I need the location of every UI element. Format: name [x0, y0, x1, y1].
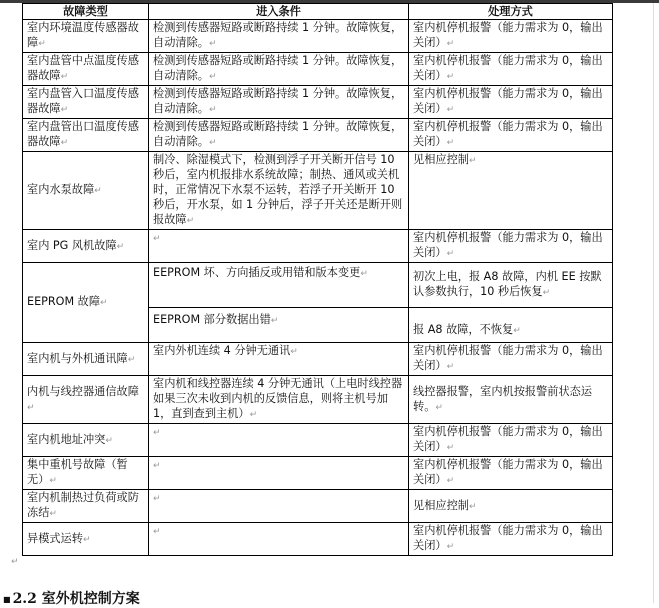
heading-bullet: ■ [3, 594, 11, 604]
table-row [23, 376, 613, 424]
cell-fault-type: 室内盘管出口温度传感器故障↵ [23, 119, 149, 152]
table-row [23, 490, 613, 523]
table-row [23, 53, 613, 86]
heading-text: 室外机控制方案 [41, 591, 140, 607]
table-row [23, 457, 613, 490]
cell-handling: 初次上电，报 A8 故障，内机 EE 按默认参数执行，10 秒后恢复↵ [409, 263, 613, 308]
table-header-row [23, 4, 613, 20]
cell-handling: 室内机停机报警（能力需求为 0，输出关闭）↵ [409, 343, 613, 376]
cell-condition: EEPROM 坏、方向插反或用错和版本变更↵ [149, 263, 409, 308]
cell-condition: 检测到传感器短路或断路持续 1 分钟。故障恢复，自动清除。↵ [149, 20, 409, 53]
table-row [23, 343, 613, 376]
cell-condition: 制冷、除湿模式下，检测到浮子开关断开信号 10 秒后，室内机报排水系统故障；制热、通风或关机时，正常情况下水泵不运转，若浮子开关断开 10 秒后，开水泵，如 1 分钟后，浮子开关还是断开则报故障↵ [149, 152, 409, 230]
cell-fault-type: 内机与线控器通信故障↵ [23, 376, 149, 424]
header-handling: 处理方式 [409, 4, 613, 20]
cell-fault-type: 室内 PG 风机故障↵ [23, 230, 149, 263]
cell-handling: 室内机停机报警（能力需求为 0，输出关闭）↵ [409, 424, 613, 457]
cell-fault-type: 室内水泵故障↵ [23, 152, 149, 230]
cell-handling: 室内机停机报警（能力需求为 0，输出关闭）↵ [409, 53, 613, 86]
header-entry-condition: 进入条件 [149, 4, 409, 20]
cell-handling: 室内机停机报警（能力需求为 0，输出关闭）↵ [409, 119, 613, 152]
cell-fault-type: 室内盘管入口温度传感器故障↵ [23, 86, 149, 119]
cell-fault-type: 室内盘管中点温度传感器故障↵ [23, 53, 149, 86]
table-row [23, 523, 613, 556]
table-row [23, 424, 613, 457]
table-row [23, 152, 613, 230]
cell-fault-type: 室内机与外机通讯障↵ [23, 343, 149, 376]
table-row [23, 119, 613, 152]
cell-condition: EEPROM 部分数据出错↵ [149, 308, 409, 343]
cell-condition: 室内机和线控器连续 4 分钟无通讯（上电时线控器如果三次未收到内机的反馈信息，则将主机号加 1，直到查到主机）↵ [149, 376, 409, 424]
cell-handling: 室内机停机报警（能力需求为 0，输出关闭）↵ [409, 20, 613, 53]
cell-handling: 见相应控制↵ [409, 152, 613, 230]
cell-condition: ↵ [149, 230, 409, 263]
table-row [23, 86, 613, 119]
heading-number: 2.2 [12, 591, 37, 607]
fault-table [22, 3, 613, 556]
table-row [23, 263, 613, 308]
table-row [23, 230, 613, 263]
section-heading [3, 588, 140, 608]
cell-handling: 室内机停机报警（能力需求为 0，输出关闭）↵ [409, 230, 613, 263]
page-right-edge [653, 3, 654, 603]
cell-condition: ↵ [149, 490, 409, 523]
cell-condition: 检测到传感器短路或断路持续 1 分钟。故障恢复，自动清除。↵ [149, 86, 409, 119]
cell-condition: 检测到传感器短路或断路持续 1 分钟。故障恢复，自动清除。↵ [149, 53, 409, 86]
paragraph-mark: ↵ [11, 557, 19, 567]
document-body[interactable] [22, 3, 612, 556]
table-row [23, 20, 613, 53]
cell-condition: 室内外机连续 4 分钟无通讯↵ [149, 343, 409, 376]
header-fault-type: 故障类型 [23, 4, 149, 20]
cell-handling: 线控器报警，室内机按报警前状态运转。↵ [409, 376, 613, 424]
cell-handling: 室内机停机报警（能力需求为 0，输出关闭）↵ [409, 523, 613, 556]
cell-handling: 见相应控制↵ [409, 490, 613, 523]
cell-fault-type: 室内环境温度传感器故障↵ [23, 20, 149, 53]
cell-fault-type: 室内机制热过负荷或防冻结↵ [23, 490, 149, 523]
cell-handling: 室内机停机报警（能力需求为 0，输出关闭）↵ [409, 86, 613, 119]
cell-condition: ↵ [149, 523, 409, 556]
cell-condition: ↵ [149, 457, 409, 490]
cell-handling: 报 A8 故障，不恢复↵ [409, 308, 613, 343]
cell-fault-type: EEPROM 故障↵ [23, 263, 149, 343]
cell-handling: 室内机停机报警（能力需求为 0，输出关闭）↵ [409, 457, 613, 490]
cell-fault-type: 异模式运转↵ [23, 523, 149, 556]
cell-condition: ↵ [149, 424, 409, 457]
cell-fault-type: 室内机地址冲突↵ [23, 424, 149, 457]
cell-fault-type: 集中重机号故障（暂无）↵ [23, 457, 149, 490]
cell-condition: 检测到传感器短路或断路持续 1 分钟。故障恢复，自动清除。↵ [149, 119, 409, 152]
